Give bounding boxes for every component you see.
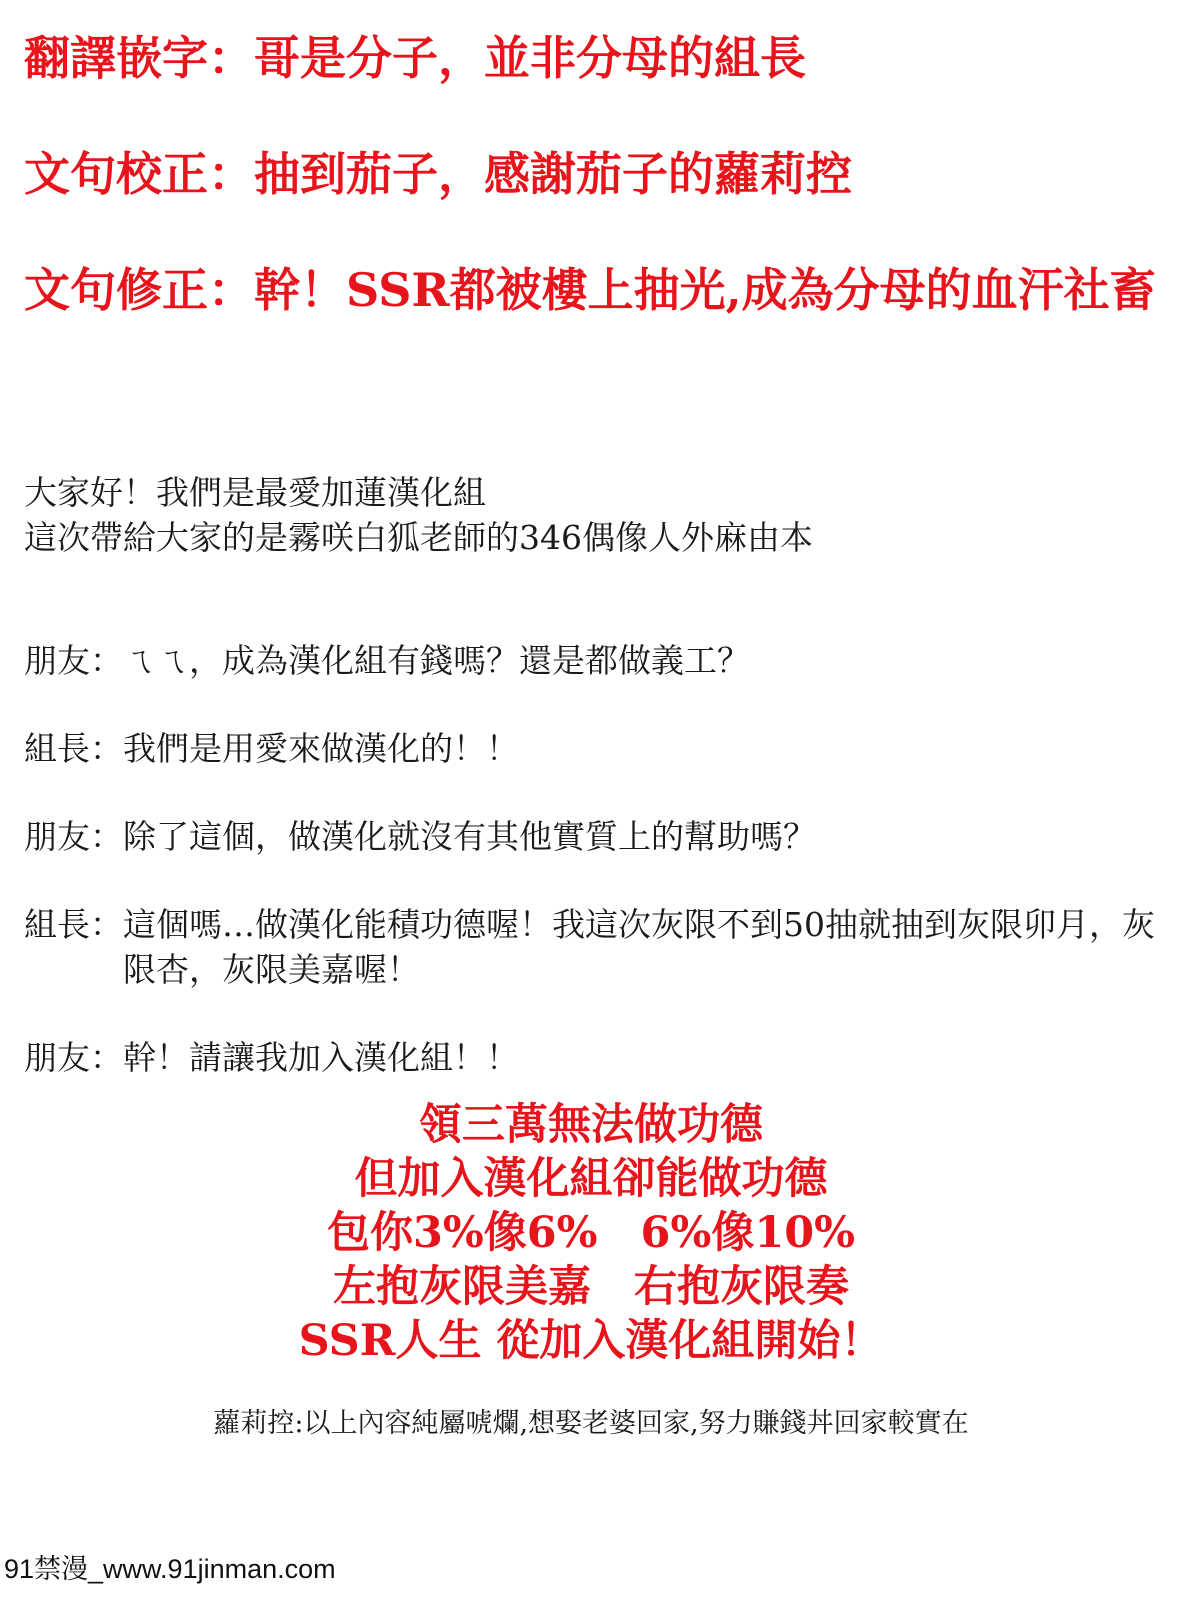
dialogue-block [24,638,1164,1123]
utterance-text: 幹！請讓我加入漢化組！！ [123,1038,519,1077]
promo-line: 包你3%像6% 6%像10% [326,1208,856,1258]
dialogue-line [24,902,1164,992]
speaker-label: 朋友： [24,1038,123,1077]
speaker-label: 組長： [24,729,123,768]
intro-description: 這次帶給大家的是霧咲白狐老師的346偶像人外麻由本 [24,518,813,557]
credits-block [24,28,1164,320]
credit-text: 抽到茄子，感謝茄子的蘿莉控 [254,147,852,201]
credit-editing [24,260,1164,320]
utterance-text: 除了這個，做漢化就沒有其他實質上的幫助嗎？ [123,817,816,856]
promo-block [0,1098,1182,1368]
credit-text: 哥是分子，並非分母的組長 [254,31,806,85]
promo-line: 左抱灰限美嘉 右抱灰限奏 [333,1262,849,1312]
credit-text: 幹！SSR都被樓上抽光,成為分母的血汗社畜 [254,263,1156,317]
utterance-text: ㄟㄟ，成為漢化組有錢嗎？還是都做義工？ [123,641,750,680]
footer-note: 蘿莉控:以上內容純屬唬爛,想娶老婆回家,努力賺錢丼回家較實在 [213,1408,969,1439]
promo-line: 領三萬無法做功德 [419,1100,763,1150]
intro-block [24,470,813,560]
dialogue-line [24,1035,1164,1080]
credit-label: 文句修正： [24,263,254,317]
speaker-label: 組長： [24,905,123,944]
utterance-text: 我們是用愛來做漢化的！！ [123,729,519,768]
dialogue-line [24,814,1164,859]
utterance-text: 這個嗎…做漢化能積功德喔！我這次灰限不到50抽就抽到灰限卯月，灰限杏，灰限美嘉喔！ [123,905,1155,989]
promo-line: SSR人生 從加入漢化組開始！ [298,1316,884,1366]
credit-label: 文句校正： [24,147,254,201]
credit-translation [24,28,1164,88]
speaker-label: 朋友： [24,817,123,856]
credit-proofreading [24,144,1164,204]
site-watermark: 91禁漫_www.91jinman.com [4,1554,336,1584]
promo-line: 但加入漢化組卻能做功德 [354,1154,828,1204]
dialogue-line [24,726,1164,771]
speaker-label: 朋友： [24,641,123,680]
intro-greeting: 大家好！我們是最愛加蓮漢化組 [24,473,486,512]
credit-label: 翻譯嵌字： [24,31,254,85]
dialogue-line [24,638,1164,683]
